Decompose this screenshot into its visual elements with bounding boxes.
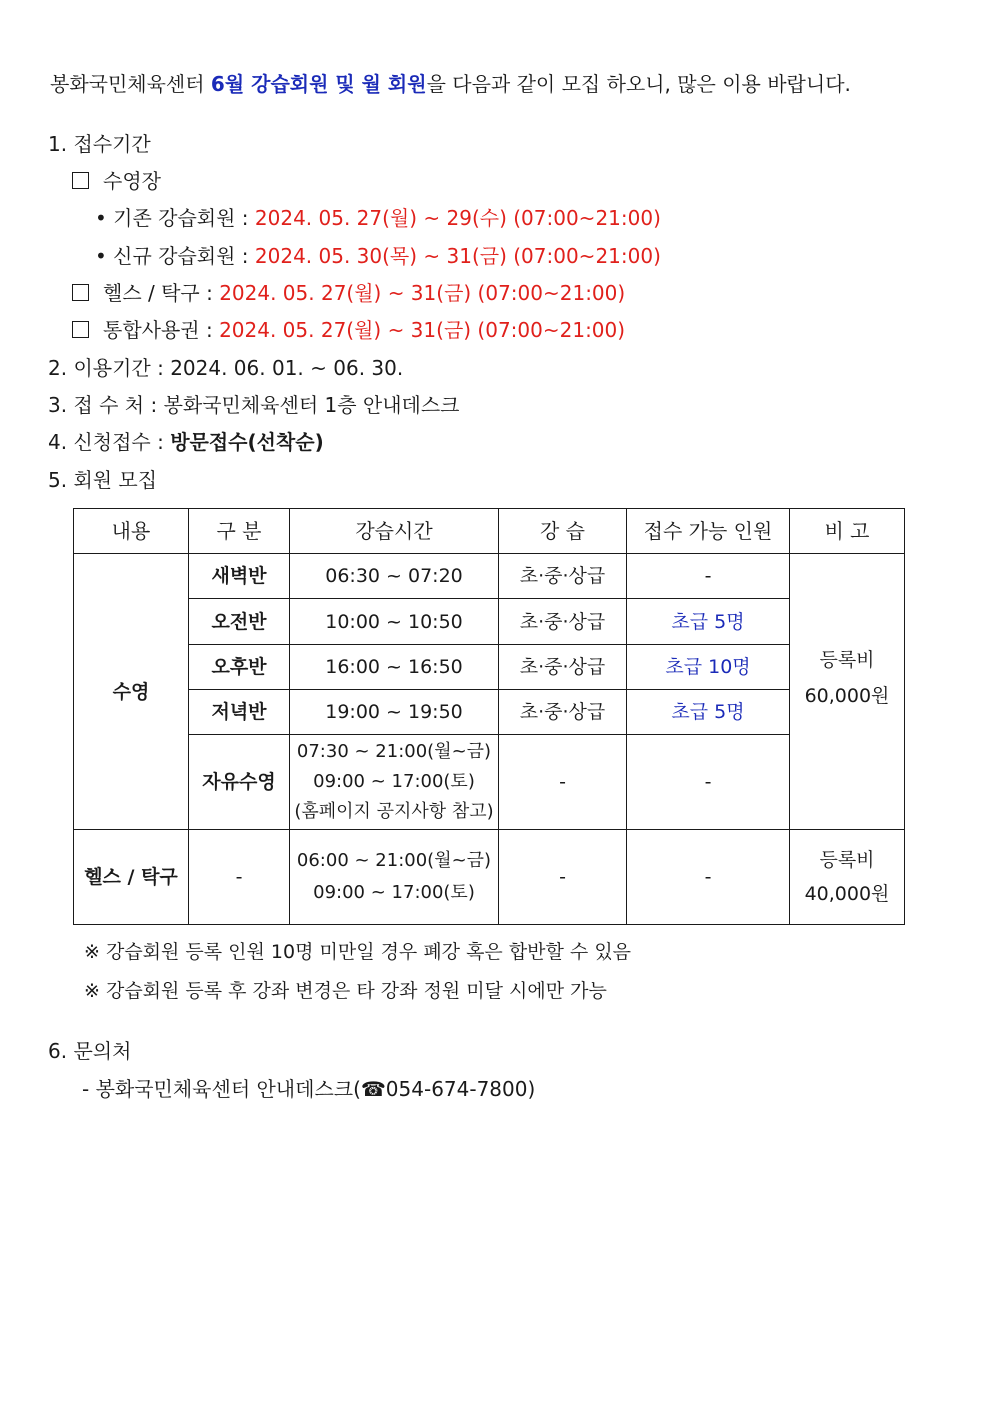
header-content: 내용	[74, 509, 189, 554]
apply-value: 방문접수(선착순)	[170, 430, 324, 454]
note-2: ※ 강습회원 등록 후 강좌 변경은 타 강좌 정원 미달 시에만 가능	[84, 980, 607, 1002]
combined-item	[72, 316, 625, 344]
health-item	[72, 279, 625, 307]
class-level: -	[499, 735, 627, 830]
pool-existing-value: 2024. 05. 27(월) ~ 29(수) (07:00~21:00)	[254, 206, 661, 230]
free-time-note: (홈페이지 공지사항 참고)	[294, 801, 494, 822]
header-capacity: 접수 가능 인원	[627, 509, 790, 554]
pool-item	[72, 167, 161, 195]
period-label: 2. 이용기간 :	[48, 356, 171, 380]
class-level: 초·중·상급	[499, 690, 627, 735]
class-time: 16:00 ~ 16:50	[290, 645, 499, 690]
pool-new-label: • 신규 강습회원 :	[95, 244, 255, 268]
combined-value: 2024. 05. 27(월) ~ 31(금) (07:00~21:00)	[219, 318, 626, 342]
header-lesson: 강 습	[499, 509, 627, 554]
place-line	[48, 391, 460, 419]
free-time-saturday: 09:00 ~ 17:00(토)	[313, 771, 475, 792]
combined-label: 통합사용권 :	[103, 318, 220, 342]
intro-highlight: 6월 강습회원 및 월 회원	[210, 72, 427, 96]
table-row	[74, 830, 905, 925]
class-level: 초·중·상급	[499, 645, 627, 690]
pool-new-value: 2024. 05. 30(목) ~ 31(금) (07:00~21:00)	[254, 244, 661, 268]
class-capacity: -	[627, 830, 790, 925]
apply-line	[48, 428, 324, 456]
class-capacity: -	[627, 554, 790, 599]
class-level: -	[499, 830, 627, 925]
header-remark: 비 고	[790, 509, 905, 554]
recruit-heading: 5. 회원 모집	[48, 468, 158, 492]
health-time-saturday: 09:00 ~ 17:00(토)	[313, 882, 475, 903]
health-fee-label: 등록비	[819, 849, 875, 871]
reception-heading: 1. 접수기간	[48, 132, 151, 156]
class-capacity: 초급 10명	[627, 645, 790, 690]
table-row	[74, 645, 905, 690]
table-row	[74, 599, 905, 645]
pool-new	[95, 242, 661, 270]
health-fee	[790, 830, 905, 925]
health-label: 헬스 / 탁구 :	[103, 281, 220, 305]
class-time: 19:00 ~ 19:50	[290, 690, 499, 735]
class-capacity: 초급 5명	[627, 690, 790, 735]
health-fee-value: 40,000원	[804, 883, 890, 905]
note-1: ※ 강습회원 등록 인원 10명 미만일 경우 폐강 혹은 합반할 수 있음	[84, 941, 632, 963]
swim-category: 수영	[74, 554, 189, 830]
class-name: 자유수영	[189, 735, 290, 830]
class-level: 초·중·상급	[499, 554, 627, 599]
class-capacity: 초급 5명	[627, 599, 790, 645]
intro-line	[50, 70, 851, 98]
class-name: 오전반	[189, 599, 290, 645]
place-label: 3. 접 수 처 :	[48, 393, 164, 417]
period-line	[48, 354, 403, 382]
class-time: 06:30 ~ 07:20	[290, 554, 499, 599]
checkbox-icon	[72, 172, 89, 189]
header-division: 구 분	[189, 509, 290, 554]
pool-existing	[95, 204, 661, 232]
period-value: 2024. 06. 01. ~ 06. 30.	[170, 356, 404, 380]
class-name: 오후반	[189, 645, 290, 690]
class-level: 초·중·상급	[499, 599, 627, 645]
intro-prefix: 봉화국민체육센터	[50, 72, 211, 96]
pool-existing-label: • 기존 강습회원 :	[95, 206, 255, 230]
checkbox-icon	[72, 321, 89, 338]
free-time-weekday: 07:30 ~ 21:00(월~금)	[296, 741, 492, 762]
contact-value: - 봉화국민체육센터 안내데스크(☎054-674-7800)	[82, 1077, 536, 1101]
checkbox-icon	[72, 284, 89, 301]
header-time: 강습시간	[290, 509, 499, 554]
health-time-weekday: 06:00 ~ 21:00(월~금)	[296, 850, 492, 871]
class-name: 저녁반	[189, 690, 290, 735]
class-time	[290, 735, 499, 830]
table-header-row	[74, 509, 905, 554]
swim-fee	[790, 554, 905, 830]
table-row	[74, 735, 905, 830]
health-category: 헬스 / 탁구	[74, 830, 189, 925]
class-name: -	[189, 830, 290, 925]
health-value: 2024. 05. 27(월) ~ 31(금) (07:00~21:00)	[219, 281, 626, 305]
recruit-table	[73, 508, 905, 925]
swim-fee-label: 등록비	[819, 648, 875, 671]
pool-label: 수영장	[103, 169, 161, 193]
class-time: 10:00 ~ 10:50	[290, 599, 499, 645]
class-time	[290, 830, 499, 925]
table-row	[74, 690, 905, 735]
intro-suffix: 을 다음과 같이 모집 하오니, 많은 이용 바랍니다.	[426, 72, 851, 96]
class-name: 새벽반	[189, 554, 290, 599]
apply-label: 4. 신청접수 :	[48, 430, 171, 454]
contact-heading: 6. 문의처	[48, 1039, 132, 1063]
place-value: 봉화국민체육센터 1층 안내데스크	[163, 393, 460, 417]
class-capacity: -	[627, 735, 790, 830]
table-row	[74, 554, 905, 599]
swim-fee-value: 60,000원	[804, 684, 890, 707]
